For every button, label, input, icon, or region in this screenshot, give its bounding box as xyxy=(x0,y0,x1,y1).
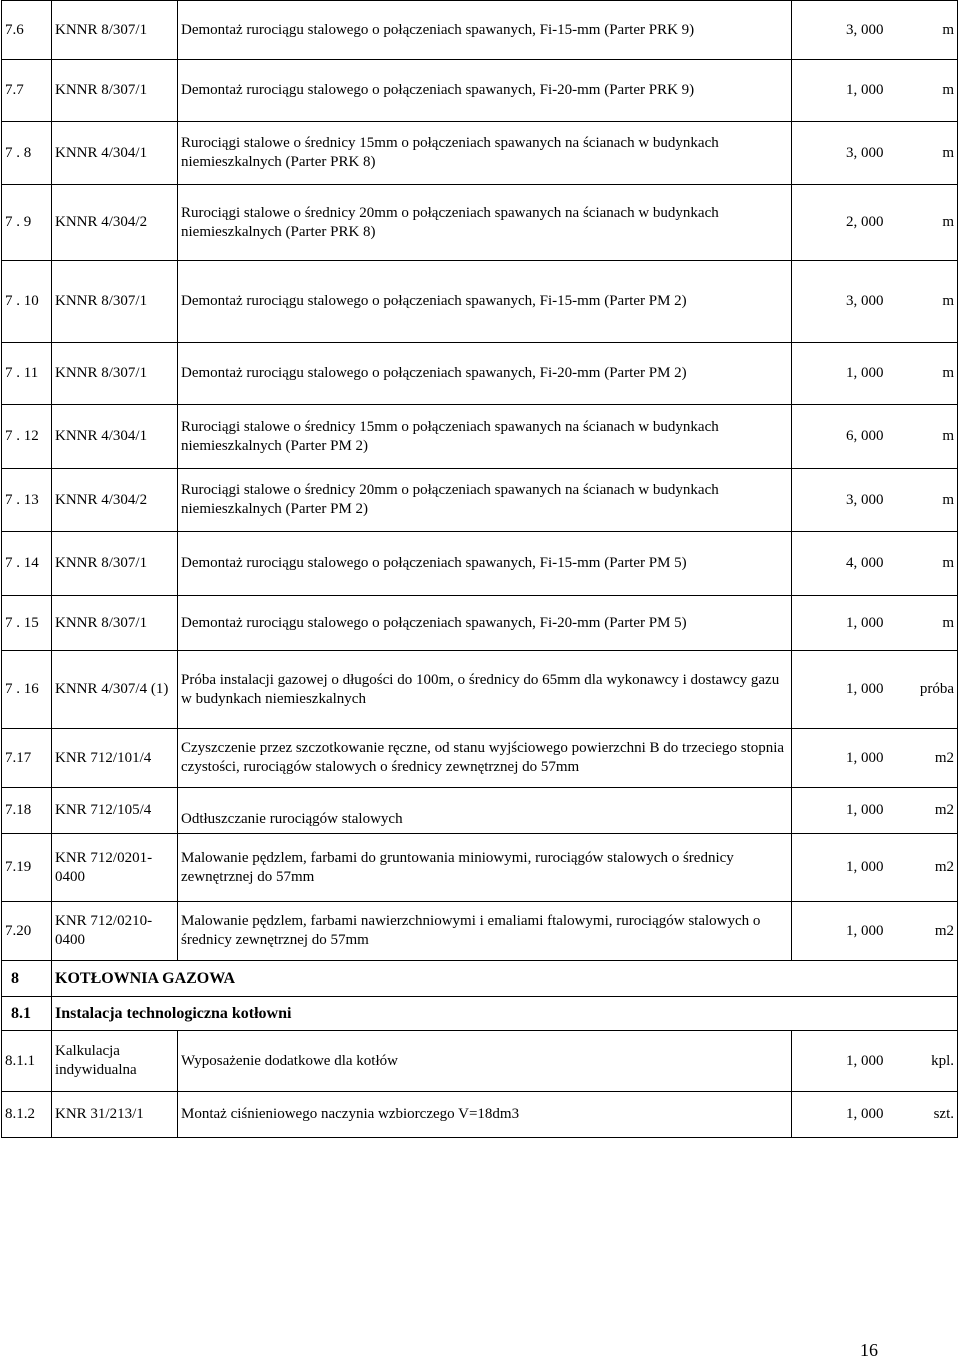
item-number: 7.6 xyxy=(2,1,52,60)
unit: m2 xyxy=(887,729,958,788)
section-title: KOTŁOWNIA GAZOWA xyxy=(52,961,958,997)
catalog-code: KNNR 8/307/1 xyxy=(52,261,178,343)
quantity: 1, 000 xyxy=(792,651,887,729)
item-number: 7 . 13 xyxy=(2,469,52,532)
catalog-code: KNNR 8/307/1 xyxy=(52,1,178,60)
unit: m xyxy=(887,596,958,651)
catalog-code: KNNR 4/304/1 xyxy=(52,122,178,185)
table-row xyxy=(2,788,958,834)
item-number: 7 . 15 xyxy=(2,596,52,651)
item-description: Demontaż rurociągu stalowego o połączeniach spawanych, Fi-15-mm (Parter PM 5) xyxy=(178,532,792,596)
item-description: Odtłuszczanie rurociągów stalowych xyxy=(178,788,792,834)
item-number: 7.7 xyxy=(2,60,52,122)
section-heading-row xyxy=(2,961,958,997)
quantity: 1, 000 xyxy=(792,1092,887,1138)
quantity: 3, 000 xyxy=(792,469,887,532)
item-description: Demontaż rurociągu stalowego o połączeniach spawanych, Fi-20-mm (Parter PM 5) xyxy=(178,596,792,651)
item-number: 7.20 xyxy=(2,902,52,961)
item-description: Malowanie pędzlem, farbami do gruntowania miniowymi, rurociągów stalowych o średnicy zewnętrznej do 57mm xyxy=(178,834,792,902)
unit: kpl. xyxy=(887,1031,958,1092)
item-description: Demontaż rurociągu stalowego o połączeniach spawanych, Fi-20-mm (Parter PRK 9) xyxy=(178,60,792,122)
subsection-title: Instalacja technologiczna kotłowni xyxy=(52,997,958,1031)
unit: m xyxy=(887,532,958,596)
item-number: 7 . 8 xyxy=(2,122,52,185)
quantity: 3, 000 xyxy=(792,1,887,60)
unit: m2 xyxy=(887,788,958,834)
catalog-code: KNNR 4/304/1 xyxy=(52,405,178,469)
item-number: 7 . 9 xyxy=(2,185,52,261)
catalog-code: KNNR 8/307/1 xyxy=(52,343,178,405)
catalog-code: KNNR 8/307/1 xyxy=(52,60,178,122)
item-number: 8.1.2 xyxy=(2,1092,52,1138)
catalog-code: KNNR 8/307/1 xyxy=(52,596,178,651)
item-description: Rurociągi stalowe o średnicy 20mm o połączeniach spawanych na ścianach w budynkach niemieszkalnych (Parter PRK 8) xyxy=(178,185,792,261)
table-row xyxy=(2,902,958,961)
quantity: 1, 000 xyxy=(792,1031,887,1092)
catalog-code: KNR 712/0201-0400 xyxy=(52,834,178,902)
table-row xyxy=(2,729,958,788)
quantity: 1, 000 xyxy=(792,343,887,405)
quantity: 2, 000 xyxy=(792,185,887,261)
catalog-code: Kalkulacja indywidualna xyxy=(52,1031,178,1092)
item-number: 7.18 xyxy=(2,788,52,834)
item-number: 8.1.1 xyxy=(2,1031,52,1092)
unit: m2 xyxy=(887,834,958,902)
item-number: 7 . 12 xyxy=(2,405,52,469)
item-description: Rurociągi stalowe o średnicy 15mm o połączeniach spawanych na ścianach w budynkach niemieszkalnych (Parter PM 2) xyxy=(178,405,792,469)
unit: m xyxy=(887,261,958,343)
quantity: 1, 000 xyxy=(792,902,887,961)
bill-of-quantities-table xyxy=(1,0,958,1138)
item-description: Demontaż rurociągu stalowego o połączeniach spawanych, Fi-20-mm (Parter PM 2) xyxy=(178,343,792,405)
quantity: 6, 000 xyxy=(792,405,887,469)
item-description: Demontaż rurociągu stalowego o połączeniach spawanych, Fi-15-mm (Parter PM 2) xyxy=(178,261,792,343)
quantity: 1, 000 xyxy=(792,596,887,651)
page-number: 16 xyxy=(860,1340,878,1360)
catalog-code: KNR 31/213/1 xyxy=(52,1092,178,1138)
subsection-number: 8.1 xyxy=(2,997,52,1031)
table-row xyxy=(2,1,958,60)
unit: m xyxy=(887,405,958,469)
table-row xyxy=(2,1031,958,1092)
catalog-code: KNNR 4/307/4 (1) xyxy=(52,651,178,729)
table-row xyxy=(2,261,958,343)
unit: m xyxy=(887,185,958,261)
item-description: Montaż ciśnieniowego naczynia wzbiorczego V=18dm3 xyxy=(178,1092,792,1138)
table-row xyxy=(2,1092,958,1138)
quantity: 1, 000 xyxy=(792,834,887,902)
table-row xyxy=(2,651,958,729)
item-number: 7 . 14 xyxy=(2,532,52,596)
table-row xyxy=(2,122,958,185)
item-number: 7.17 xyxy=(2,729,52,788)
table-row xyxy=(2,60,958,122)
unit: m2 xyxy=(887,902,958,961)
item-description: Wyposażenie dodatkowe dla kotłów xyxy=(178,1031,792,1092)
item-description: Demontaż rurociągu stalowego o połączeniach spawanych, Fi-15-mm (Parter PRK 9) xyxy=(178,1,792,60)
quantity: 4, 000 xyxy=(792,532,887,596)
table-row xyxy=(2,405,958,469)
catalog-code: KNNR 8/307/1 xyxy=(52,532,178,596)
item-description: Rurociągi stalowe o średnicy 15mm o połączeniach spawanych na ścianach w budynkach niemieszkalnych (Parter PRK 8) xyxy=(178,122,792,185)
item-description: Malowanie pędzlem, farbami nawierzchniowymi i emaliami ftalowymi, rurociągów stalowych o średnicy zewnętrznej do 57mm xyxy=(178,902,792,961)
table-row xyxy=(2,343,958,405)
catalog-code: KNR 712/0210-0400 xyxy=(52,902,178,961)
item-number: 7 . 16 xyxy=(2,651,52,729)
unit: m xyxy=(887,60,958,122)
catalog-code: KNR 712/105/4 xyxy=(52,788,178,834)
unit: m xyxy=(887,1,958,60)
catalog-code: KNNR 4/304/2 xyxy=(52,185,178,261)
table-row xyxy=(2,469,958,532)
unit: m xyxy=(887,343,958,405)
unit: szt. xyxy=(887,1092,958,1138)
table-row xyxy=(2,185,958,261)
item-number: 7.19 xyxy=(2,834,52,902)
catalog-code: KNR 712/101/4 xyxy=(52,729,178,788)
quantity: 1, 000 xyxy=(792,60,887,122)
quantity: 3, 000 xyxy=(792,122,887,185)
item-description: Próba instalacji gazowej o długości do 100m, o średnicy do 65mm dla wykonawcy i dostawcy gazu w budynkach niemieszkalnych xyxy=(178,651,792,729)
section-number: 8 xyxy=(2,961,52,997)
catalog-code: KNNR 4/304/2 xyxy=(52,469,178,532)
quantity: 3, 000 xyxy=(792,261,887,343)
table-row xyxy=(2,834,958,902)
table-row xyxy=(2,596,958,651)
quantity: 1, 000 xyxy=(792,788,887,834)
item-number: 7 . 11 xyxy=(2,343,52,405)
quantity: 1, 000 xyxy=(792,729,887,788)
unit: m xyxy=(887,469,958,532)
table-row xyxy=(2,532,958,596)
item-description: Czyszczenie przez szczotkowanie ręczne, od stanu wyjściowego powierzchni B do trzeciego stopnia czystości, rurociągów stalowych o średnicy zewnętrznej do 57mm xyxy=(178,729,792,788)
item-description: Rurociągi stalowe o średnicy 20mm o połączeniach spawanych na ścianach w budynkach niemieszkalnych (Parter PM 2) xyxy=(178,469,792,532)
item-number: 7 . 10 xyxy=(2,261,52,343)
unit: m xyxy=(887,122,958,185)
subsection-heading-row xyxy=(2,997,958,1031)
unit: próba xyxy=(887,651,958,729)
